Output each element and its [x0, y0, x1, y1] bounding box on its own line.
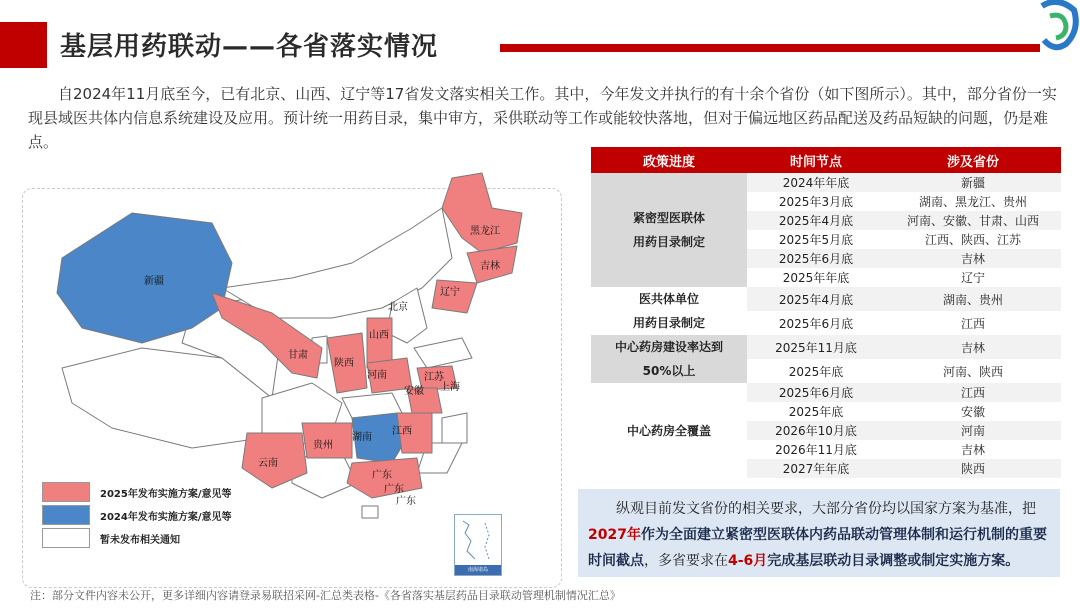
label-jilin: 吉林 — [480, 261, 500, 272]
islands-icon — [455, 515, 501, 565]
brand-logo-icon — [1036, 0, 1080, 52]
conclusion-panel — [578, 489, 1060, 577]
conclusion-text — [588, 496, 1050, 574]
label-liaoning: 辽宁 — [440, 287, 460, 298]
label-shanxi: 山西 — [369, 330, 389, 341]
provinces-cell: 湖南、黑龙江、贵州 — [885, 192, 1061, 211]
provinces-cell: 新疆 — [885, 173, 1061, 192]
time-cell: 2025年6月底 — [747, 311, 885, 335]
footnote: 注：部分文件内容未公开，更多详细内容请登录易联招采网-汇总类表格-《各省落实基层药品目录联动管理机制情况汇总》 — [30, 589, 621, 602]
legend-swatch-2025 — [42, 482, 90, 502]
time-cell: 2025年11月底 — [747, 335, 885, 359]
region-hainan — [362, 506, 378, 518]
table-row — [591, 383, 1061, 402]
header-stage: 政策进度 — [591, 147, 747, 173]
stage-label: 紧密型医联体 用药目录制定 — [632, 211, 705, 249]
time-cell: 2027年年底 — [747, 459, 885, 478]
label-hunan: 湖南 — [352, 432, 372, 443]
conclusion-part-1: 纵观目前发文省份的相关要求，大部分省份均以国家方案为基准，把 — [616, 501, 1036, 517]
inset-label: 南海诸岛 — [455, 565, 501, 575]
conclusion-highlight-year: 2027年 — [588, 527, 641, 543]
provinces-cell: 吉林 — [885, 440, 1061, 459]
legend-swatch-none — [42, 528, 90, 548]
label-guangdong-c: 广东 — [396, 496, 416, 507]
provinces-cell: 河南、陕西 — [885, 359, 1061, 383]
legend-label-none: 暂未发布相关通知 — [100, 534, 180, 546]
legend-swatch-2024 — [42, 505, 90, 525]
provinces-cell: 河南、安徽、甘肃、山西 — [885, 211, 1061, 230]
table-row — [591, 287, 1061, 311]
provinces-cell: 安徽 — [885, 402, 1061, 421]
label-yunnan: 云南 — [258, 458, 278, 469]
table-header-row — [591, 147, 1061, 173]
label-xinjiang: 新疆 — [144, 276, 164, 287]
provinces-cell: 湖南、贵州 — [885, 287, 1061, 311]
policy-progress-table — [591, 147, 1061, 478]
title-underline — [500, 44, 1040, 52]
provinces-cell: 河南 — [885, 421, 1061, 440]
provinces-cell: 辽宁 — [885, 268, 1061, 287]
legend-item-none — [42, 528, 231, 548]
time-cell: 2025年底 — [747, 359, 885, 383]
conclusion-highlight-task: 完成基层联动目录调整或制定实施方案。 — [767, 553, 1020, 569]
header-time: 时间节点 — [747, 147, 885, 173]
conclusion-part-4: ，多省要求在 — [644, 553, 728, 569]
provinces-cell: 江西、陕西、江苏 — [885, 230, 1061, 249]
time-cell: 2025年4月底 — [747, 287, 885, 311]
provinces-cell: 吉林 — [885, 249, 1061, 268]
label-jiangsu: 江苏 — [424, 372, 444, 383]
stage-label: 医共体单位 用药目录制定 — [632, 292, 705, 330]
legend-label-2024: 2024年发布实施方案/意见等 — [100, 511, 232, 523]
time-cell: 2025年6月底 — [747, 383, 885, 402]
label-guizhou: 贵州 — [313, 440, 333, 451]
label-heilongjiang: 黑龙江 — [470, 226, 500, 237]
stage-label: 中心药房全覆盖 — [626, 423, 711, 438]
label-henan: 河南 — [367, 370, 387, 381]
time-cell: 2025年6月底 — [747, 249, 885, 268]
title-accent-block — [0, 22, 47, 68]
label-guangdong: 广东 — [372, 470, 392, 481]
label-beijing: 北京 — [388, 302, 408, 313]
region-shandong — [414, 338, 472, 368]
table-row — [591, 173, 1061, 192]
legend-label-2025: 2025年发布实施方案/意见等 — [100, 488, 232, 500]
time-cell: 2025年5月底 — [747, 230, 885, 249]
table-row — [591, 335, 1061, 359]
time-cell: 2025年4月底 — [747, 211, 885, 230]
stage-cell — [591, 383, 747, 478]
provinces-cell: 陕西 — [885, 459, 1061, 478]
intro-paragraph — [28, 82, 1060, 154]
time-cell: 2025年底 — [747, 402, 885, 421]
south-china-sea-inset — [454, 514, 502, 576]
stage-label: 中心药房建设率达到 50%以上 — [614, 340, 723, 378]
provinces-cell: 江西 — [885, 311, 1061, 335]
stage-cell — [591, 335, 747, 383]
page-title: 基层用药联动——各省落实情况 — [60, 32, 439, 62]
header-provinces: 涉及省份 — [885, 147, 1061, 173]
time-cell: 2026年11月底 — [747, 440, 885, 459]
time-cell: 2025年年底 — [747, 268, 885, 287]
time-cell: 2024年年底 — [747, 173, 885, 192]
label-guangdong-b: 广东 — [384, 484, 404, 495]
region-heilongjiang — [442, 173, 522, 253]
label-gansu: 甘肃 — [288, 350, 308, 361]
conclusion-highlight-months: 4-6月 — [728, 553, 768, 569]
provinces-cell: 吉林 — [885, 335, 1061, 359]
time-cell: 2025年3月底 — [747, 192, 885, 211]
region-zhejiang — [442, 413, 467, 443]
label-jiangxi: 江西 — [392, 426, 412, 437]
provinces-cell: 江西 — [885, 383, 1061, 402]
stage-cell — [591, 173, 747, 287]
stage-cell — [591, 287, 747, 335]
legend-item-2025 — [42, 482, 231, 502]
time-cell: 2026年10月底 — [747, 421, 885, 440]
label-anhui: 安徽 — [404, 386, 424, 397]
label-shanghai: 上海 — [440, 382, 460, 393]
intro-text: 自2024年11月底至今，已有北京、山西、辽宁等17省发文落实相关工作。其中，今年发文并执行的有十余个省份（如下图所示）。其中，部分省份一实现县域医共体内信息系统建设及应用。预计统一用药目录，集中审方，采供联动等工作或能较快落地，但对于偏远地区药品配送及药品短缺的问题，仍是难点。 — [28, 85, 1057, 151]
legend-item-2024 — [42, 505, 231, 525]
label-shaanxi: 陕西 — [334, 358, 354, 369]
conclusion-highlight-goal: 作为全面建立紧密型医联体内药品联动管理体制和运行机制的重要时间截点 — [588, 527, 1047, 569]
map-legend — [42, 482, 231, 551]
